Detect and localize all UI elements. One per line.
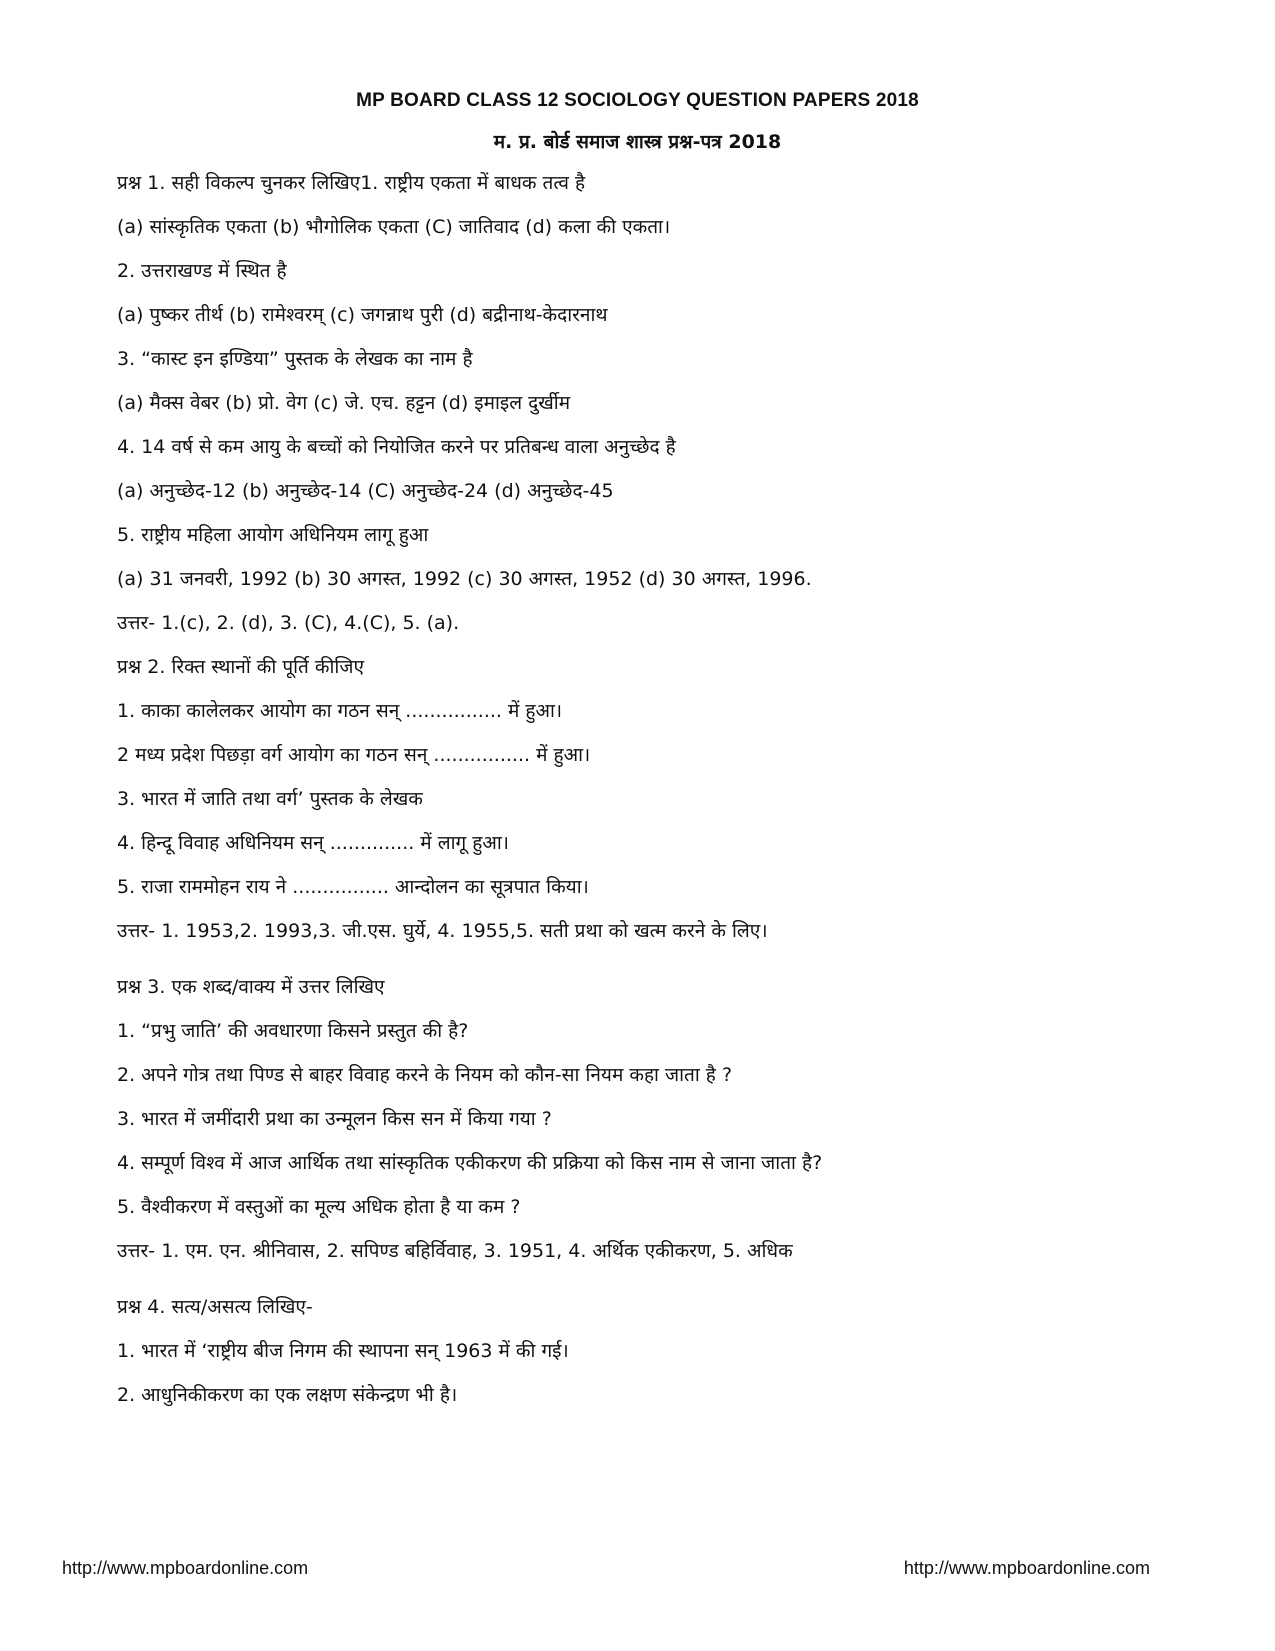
q1-heading: प्रश्न 1. सही विकल्प चुनकर लिखिए1. राष्ट्रीय एकता में बाधक तत्व है [117,172,586,194]
q4-item-1: 1. भारत में ‘राष्ट्रीय बीज निगम की स्थापना सन् 1963 में की गई। [117,1340,569,1362]
q1-5-question: 5. राष्ट्रीय महिला आयोग अधिनियम लागू हुआ [117,524,429,546]
q1-1-options: (a) सांस्कृतिक एकता (b) भौगोलिक एकता (C) जातिवाद (d) कला की एकता। [117,216,671,238]
q3-answer: उत्तर- 1. एम. एन. श्रीनिवास, 2. सपिण्ड बहिर्विवाह, 3. 1951, 4. अर्थिक एकीकरण, 5. अधिक [117,1240,793,1262]
footer-url-right[interactable]: http://www.mpboardonline.com [903,1558,1150,1578]
q3-item-3: 3. भारत में जमींदारी प्रथा का उन्मूलन किस सन में किया गया ? [117,1108,552,1130]
footer-url-left[interactable]: http://www.mpboardonline.com [62,1558,309,1578]
q1-5-options: (a) 31 जनवरी, 1992 (b) 30 अगस्त, 1992 (c) 30 अगस्त, 1952 (d) 30 अगस्त, 1996. [117,568,812,590]
q3-item-1: 1. “प्रभु जाति’ की अवधारणा किसने प्रस्तुत की है? [117,1020,469,1042]
document-title-english: MP BOARD CLASS 12 SOCIOLOGY QUESTION PAPERS 2018 [356,90,919,111]
q2-item-4: 4. हिन्दू विवाह अधिनियम सन् .............. में लागू हुआ। [117,832,509,854]
q4-heading: प्रश्न 4. सत्य/असत्य लिखिए- [117,1296,313,1318]
q4-item-2: 2. आधुनिकीकरण का एक लक्षण संकेन्द्रण भी है। [117,1384,458,1406]
q1-2-options: (a) पुष्कर तीर्थ (b) रामेश्वरम् (c) जगन्नाथ पुरी (d) बद्रीनाथ-केदारनाथ [117,304,608,326]
q3-heading: प्रश्न 3. एक शब्द/वाक्य में उत्तर लिखिए [117,976,385,998]
q2-heading: प्रश्न 2. रिक्त स्थानों की पूर्ति कीजिए [117,656,364,678]
q1-3-question: 3. “कास्ट इन इण्डिया” पुस्तक के लेखक का नाम है [117,348,473,370]
q1-2-question: 2. उत्तराखण्ड में स्थित है [117,260,287,282]
document-title-hindi: म. प्र. बोर्ड समाज शास्त्र प्रश्न-पत्र 2018 [493,131,782,153]
q2-item-5: 5. राजा राममोहन राय ने ................ आन्दोलन का सूत्रपात किया। [117,876,589,898]
q2-item-3: 3. भारत में जाति तथा वर्ग’ पुस्तक के लेखक [117,788,423,810]
q2-answer: उत्तर- 1. 1953,2. 1993,3. जी.एस. घुर्ये, 4. 1955,5. सती प्रथा को खत्म करने के लिए। [117,920,768,942]
q3-item-4: 4. सम्पूर्ण विश्व में आज आर्थिक तथा सांस्कृतिक एकीकरण की प्रक्रिया को किस नाम से जाना जाता है? [117,1152,823,1174]
q1-answer: उत्तर- 1.(c), 2. (d), 3. (C), 4.(C), 5. (a). [117,612,460,634]
q3-item-2: 2. अपने गोत्र तथा पिण्ड से बाहर विवाह करने के नियम को कौन-सा नियम कहा जाता है ? [117,1064,733,1086]
q2-item-1: 1. काका कालेलकर आयोग का गठन सन् ................ में हुआ। [117,700,563,722]
q1-4-options: (a) अनुच्छेद-12 (b) अनुच्छेद-14 (C) अनुच्छेद-24 (d) अनुच्छेद-45 [117,480,614,502]
question-body [117,170,1197,1426]
q1-3-options: (a) मैक्स वेबर (b) प्रो. वेग (c) जे. एच. हट्टन (d) इमाइल दुर्खीम [117,392,571,414]
q3-item-5: 5. वैश्वीकरण में वस्तुओं का मूल्य अधिक होता है या कम ? [117,1196,521,1218]
q2-item-2: 2 मध्य प्रदेश पिछड़ा वर्ग आयोग का गठन सन् ................ में हुआ। [117,744,591,766]
q1-4-question: 4. 14 वर्ष से कम आयु के बच्चों को नियोजित करने पर प्रतिबन्ध वाला अनुच्छेद है [117,436,676,458]
